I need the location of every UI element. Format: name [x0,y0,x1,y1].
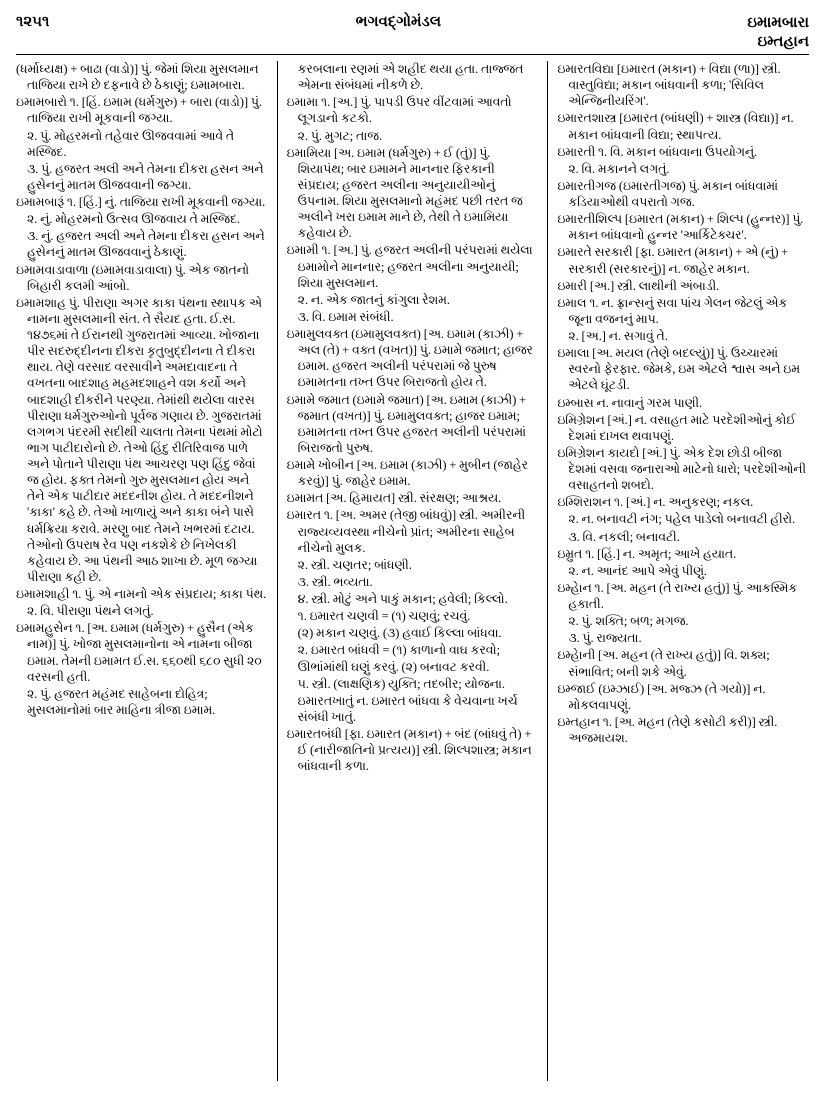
entry: ઇમારતશાસ્ત્ર [ઇમારત (બાંધણી) + શાસ્ત્ર (વિદ્યા)] ન. મકાન બાંધવાની વિદ્યા; સ્થાપત્ય. [557,111,794,142]
columns-container [16,61,809,1081]
entry: ૨. નું. મોહરમનો ઉત્સવ ઊજવાય તે મસ્જિદ. [27,212,241,227]
entry: ઇમામે જમાત (ઇમામે જમાત) [અ. ઇમામ (કાઝી) + જમાત (વખત)] પું. ઇમામુલવક્ત; હાજર ઇમામ; ઇમામતના તખ્ત ઉપર હજરત અલીની પરંપરામાં બિરાજતો પુરુષ. [286,392,527,455]
entry: ૨. વિ. પીરાણા પંથને લગતું. [27,604,154,619]
entry: ઇમિગ્રેશન કાયદો [અં.] પું. એક દેશ છોડી બીજા દેશમાં વસવા જનારાઓ માટેનો ધારો; પરદેશીઓની વસાહતનો શબદો. [557,445,807,493]
entry: ઇમારતી ૧. વિ. મકાન બાંધવાના ઉપયોગનું. [557,144,758,159]
entry: ઇમ્જાઈ (ઇમ્ઝાઈ) [અ. મજ્ઝ (તે ગયો)] ન. મોકલવાપણું. [557,681,766,712]
column-2 [277,61,549,1081]
entry: ઇમારતખાતું ન. ઇમારત બાંધવા કે વેચવાના ખર્ચ સંબંધી ખાતું. [297,693,518,724]
page-number: ૧૨૫૧ [16,14,50,30]
entry: ઇમ્તહાન ૧. [અ. મહન (તેણે કસોટી કરી)] સ્ત્રી. અજમાયશ. [557,714,778,745]
entry: ૩. વિ. ઇમામ સંબંધી. [297,309,394,324]
entry: કરબલાના રણમાં એ શહીદ થયા હતા. તાજ્જત એમના સંબંધમાં નીકળે છે. [297,62,524,93]
column-1 [16,61,277,1081]
running-head-first-entry: ઇમામબારા [747,15,809,31]
entry: ૫. સ્ત્રી. (લાક્ષણિક) યુક્તિ; તદબીર; યોજના. [297,676,505,691]
column-3 [548,61,809,1081]
entry: ૨. ઇમારત બાંધવી = (૧) કાળાનો વાઘ કરવો; ઊભાંમાંથી ઘણું કરવું. (૨) બનાવટ કરવી. [297,643,501,674]
entry: ઇમારતે સરકારી [ફા. ઇમારત (મકાન) + એ (નું) + સરકારી (સરકારનું)] ન. જાહેર મકાન. [557,245,789,276]
entry: ઇમામશાહ પું. પીરાણા અગર કાકા પંથના સ્થાપક એ નામના મુસલમાની સંત. તે સૈયદ હતા. ઈ.સ. ૧૪૭૬માં તે ઈરાનથી ગુજરાતમાં આવ્યા. ખોજાના પીર સદરુદ્દીનના દીકરા કૃતુબુદ્દીનના તે દીકરા થાય. તેણે વરસાદ વરસાવીને અમદાવાદના તે વખતના બાદશાહ મહમદશાહને વશ કર્યો અને બાદશાહી દીકરીને પરણ્યા. તેમાંથી થયેલા વારસ પીરાણા ધર્મગુરુઓનો પૂર્વજ ગણાય છે. ગુજરાતમાં લગભગ પંદરમી સદીથી ચાલતા તેમના પંથમાં મોટો ભાગ પાટીદારોનો છે. તેઓ હિંદુ રીતિરિવાજ પાળે અને પોતાને પીરાણા પંથ આચરણ પણ હિંદુ જેવાં જ હોય. ફક્ત તેમનો ગુરુ મુસલમાન હોય અને તેને એક પાટીદાર મદદનીશ હોય. તે મદદનીશને 'કાકા' કહે છે. તેઓ ખાળાયું અને કાકા બંને પાસે ધર્મક્રિયા કરાવે. મરણુ બાદ તેમને ખભરમાં દટાય. તેઓનો ઉપરાષ રેવ પણ નકશેકે છે નિખેલકી કહેવાય છે. આ પંથની આઠ શાખા છે. મૂળ જગ્યા પીરાણા કહી છે. [16,295,263,584]
entry: ઇમામબારો ૧. [હિં. ઇમામ (ધર્મગુરુ) + બારા (વાડો)] પું. તાજિયા રાખી મૂકવાની જગ્યા. [16,95,263,126]
entry: ઇમ્રુત ૧. [હિં.] ન. અમૃત; આખે હયાત. [557,546,737,561]
entry: ઇમાલા [અ. મયલ (તેણે બદલ્યું)] પું. ઉચ્ચારમાં સ્વરનો ફેરફાર. જેમકે, ઇમ એટલે શ્વાસ અને ઇમ એટલે ઘૂંટડી. [557,346,801,393]
entry: ઇમામત [અ. હિમાયત] સ્ત્રી. સંરક્ષણ; આશ્રય. [286,491,502,506]
entry: ઇમારતવિદ્યા [ઇમારત (મકાન) + વિદ્યા (ળા)] સ્ત્રી. વાસ્તુવિદ્યા; મકાન બાંધવાની કળા; 'સિવિલ એન્જિનીયરિંગ'. [557,62,781,109]
entry: ઇમારી [અ.] સ્ત્રી. લાથીની અંબાડી. [557,278,720,293]
entry: ૨. ન. એક જાતનું કાંગુલા રેશમ. [297,292,450,307]
entry: ૨. પું. મુગટ; તાજ. [297,128,383,143]
entry: ૩. સ્ત્રી. ભવ્યતા. [297,574,373,589]
book-title: ભગવદ્ગોમંડલ [355,14,442,30]
entry: ઇમ્શિરાશન ૧. [અં.] ન. અનુકરણ; નકલ. [557,495,754,510]
entry: ૩. પું. હજરત અલી અને તેમના દીકરા હસન અને હુસેનનું માતમ ઊજવવાની જગ્યા. [27,161,264,192]
entry: ઇમાલ ૧. ન. ફ્રાન્સનું સવા પાંચ ગેલન જેટલું એક જૂના વજનનું માપ. [557,295,788,326]
entry: ૩. વિ. નકલી; બનાવટી. [568,529,680,544]
entry: ૨. પું. શક્તિ; બળ; મગજ. [568,614,689,629]
entry: ઇમામુલવક્ત (ઇમામુલવક્ત) [અ. ઇમામ (કાઝી) + અલ (તે) + વક્ત (વખત)] પું. ઇમામે જમાત; હાજર ઇમામ. હજરત અલીની પરંપરામાં જે પુરુષ ઇમામતના તખ્ત ઉપર બિરાજતો હોય તે. [286,327,533,390]
entry: ૨. પું. હજરત મહંમદ સાહેબના દોહિત્ર; મુસલમાનોમાં બાર માહિના ત્રીજા ઇમામ. [27,686,216,717]
entry: ૩. પું. રાજ્યતા. [568,631,642,646]
entry: ઇમામશાહી ૧. પું. એ નામનો એક સંપ્રદાય; કાકા પંથ. [16,587,267,601]
entry: ઇમારતીશિલ્પ [ઇમારત (મકાન) + શિલ્પ (હુન્નર)] પું. મકાન બાંધવાનો હુન્નર 'આર્કિટેક્ચર'. [557,212,804,243]
entry: ઇમારત ૧. [અ. અમર (તેજી બાંધવું)] સ્ત્રી. અમીરની રાજ્યવ્યવસ્થા નીચેનો પ્રાંત; અમીરના સાહેબ નીચેનો મુલક. [286,508,526,555]
entry: ૨. ન. આનંદ આપે એવું પીણું. [568,563,708,578]
entry: ઇમ્હેાન ૧. [અ. મહન (તે રાખ્ય હતું)] પું. આકસ્મિક હકાતી. [557,580,798,611]
entry: ઇમામિયા [અ. ઇમામ (ધર્મગુરુ) + ઈ (તું)] પું. શિયાપંથ; બાર ઇમામને માનનાર ફિરકાની સંપ્રદાય; હજરત અલીના અનુયાયીઓનું ઉપનામ. શિયા મુસલમાનો મહંમદ પછી તરત જ અલીને ખરા ઇમામ માને છે, તેથી તે ઇમામિયા કહેવાય છે. [286,145,523,241]
entry: ઇમ્હેાની [અ. મહન (તે રાખ્ય હતું)] વિ. શક્ય; સંભાવિત; બની શકે એવું. [557,648,770,679]
entry: ૪. સ્ત્રી. મોટું અને પાકું મકાન; હવેલી; કિલ્લો. [297,592,508,606]
entry: ઇમ્બાસ ન. નાવાનું ગરમ પાણી. [557,395,703,410]
entry: ઇમામવાડાવાળા (ઇમામવાડાવાલા) પું. એક જાતનો બિહારી કલમી આંબો. [16,262,250,293]
entry: ઇમામહુસેન ૧. [અ. ઇમામ (ધર્મગુરુ) + હુસૈન (એક નામ)] પું. ખોજા મુસલમાનોના એ નામના બીજા ઇમામ. તેમની ઇમામત ઈ.સ. ૬૬૦થી ૬૮૦ સુધી ૨૦ વરસની હતી. [16,621,262,684]
entry: ઇમામે ખોબીન [અ. ઇમામ (કાઝી) + મુબીન (જાહેર કરવું)] પું. જાહેર ઇમામ. [286,458,529,489]
entry: ૨. વિ. મકાનને લગતું. [568,161,670,176]
entry: ૩. નું. હજરત અલી અને તેમના દીકરા હસન અને હુસેનનું માતમ ઊજવવાનું ઠેકાણું. [27,229,265,260]
running-head [747,14,809,52]
entry: ઇમામબારૂં ૧. [હિં.] નું. તાજિયા રાખી મૂકવાની જગ્યા. [16,195,266,209]
entry: ૨. ન. બનાવટી નંગ; પહેલ પાડેલો બનાવટી હીરો. [568,512,796,527]
entry: ૨. સ્ત્રી. ચણતર; બાંધણી. [297,557,412,572]
entry: ૨. [અ.] ન. સગાવું તે. [568,329,668,343]
entry: ઇમામા ૧. [અ.] પું. પાપડી ઉપર વીંટવામાં આવતો લૂગડાનો કટકો. [286,95,512,126]
entry: (ધર્માધ્યક્ષ) + બાઢા (વાડો)] પું. જેમાં શિયા મુસલમાન તાજિયા રાખે છે દફનાવે છે ઠેકાણું; ઇમામબારા. [16,62,259,93]
entry: ઇમામી ૧. [અ.] પું. હજરત અલીની પરંપરામાં થયેલા ઇમામોને માનનાર; હજરત અલીના અનુયાયી; શિયા મુસલમાન. [286,243,533,290]
entry: ઇમારતીગજ (ઇમારતીગજ) પું. મકાન બાંધવામાં કડિયાઓથી વપરાતો ગજ. [557,178,779,209]
entry: ૧. ઇમારત ચણવી = (૧) ચણવું; રચવું. [297,609,471,624]
header-divider [16,54,809,55]
entry: ૨. પું. મોહરમનો તહેવાર ઊજવવામાં આવે તે મસ્જિદ. [27,128,235,159]
entry: ઇમિગ્રેશન [અં.] ન. વસાહત માટે પરદેશીઓનું કોઈ દેશમાં દાખલ થવાપણું. [557,412,796,443]
page-header [16,14,809,48]
entry: (૨) મકાન ચણવું. (૩) હવાઈ કિલ્લા બાંધવા. [297,626,502,641]
entry: ઇમારતબંધી [ફા. ઇમારત (મકાન) + બંદ (બાંધવું તે) + ઈ (નારીજાતિનો પ્રત્યય)] સ્ત્રી. શિલ્પશાસ્ત્ર; મકાન બાંધવાની કળા. [286,727,532,774]
running-head-last-entry: ઇમ્તહાન [757,33,809,50]
